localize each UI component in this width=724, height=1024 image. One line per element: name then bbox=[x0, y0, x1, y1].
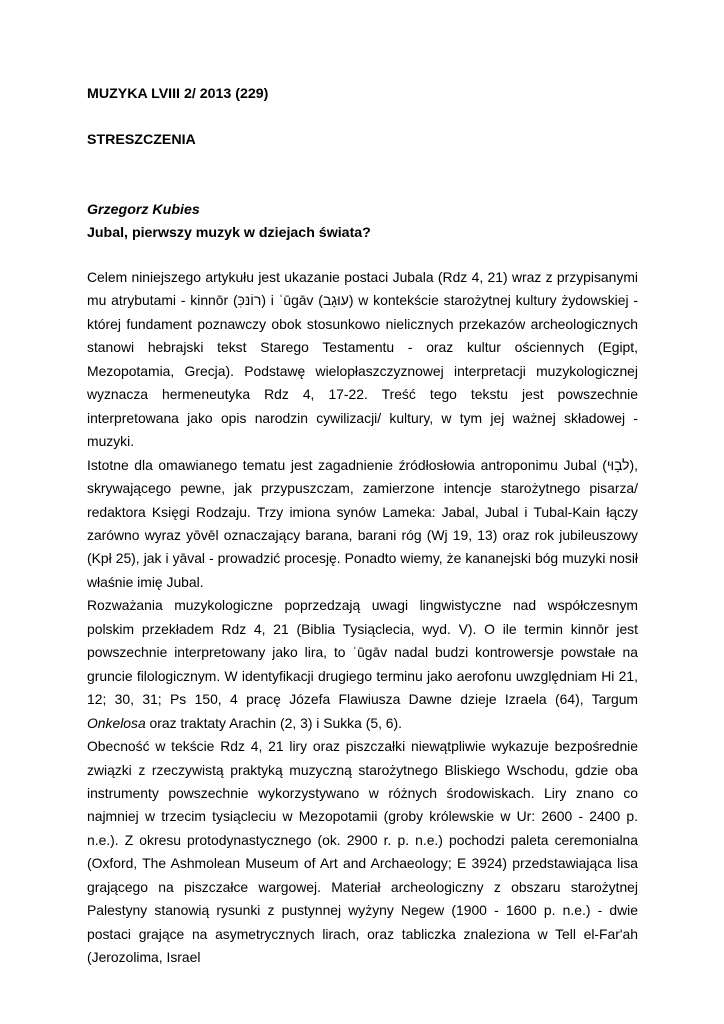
author-name: Grzegorz Kubies bbox=[87, 202, 200, 218]
section-title: STRESZCZENIA bbox=[87, 132, 196, 148]
paragraph-3 bbox=[87, 594, 638, 735]
onkelosa-italic: Onkelosa bbox=[87, 714, 146, 731]
article-title: Jubal, pierwszy muzyk w dziejach świata? bbox=[87, 225, 371, 241]
paragraph-4: Obecność w tekście Rdz 4, 21 liry oraz piszczałki niewątpliwie wykazuje bezpośrednie związki z rzeczywistą praktyką muzyczną starożytnego Bliskiego Wschodu, gdzie oba instrumenty powszechnie wykorzystywano w różnych środowiskach. Liry znano co najmniej w trzecim tysiącleciu w Mezopotamii (groby królewskie w Ur: 2600 - 2400 p. n.e.). Z okresu protodynastycznego (ok. 2900 r. p. n.e.) pochodzi paleta ceremonialna (Oxford, The Ashmolean Museum of Art and Archaeology; E 3924) przedstawiająca lisa grającego na piszczałce wargowej. Materiał archeologiczny z obszaru starożytnej Palestyny stanowią rysunki z pustynnej wyżyny Negew (1900 - 1600 p. n.e.) - dwie postaci grające na asymetrycznych lirach, oraz tabliczka znaleziona w Tell el-Far'ah (Jerozolima, Israel bbox=[87, 738, 638, 966]
abstract-body bbox=[87, 266, 638, 970]
journal-header: MUZYKA LVIII 2/ 2013 (229) bbox=[87, 86, 269, 102]
paragraph-1: Celem niniejszego artykułu jest ukazanie postaci Jubala (Rdz 4, 21) wraz z przypisanymi mu atrybutami - kinnōr (רוֹנּכִּ) i ʿūgāv (עוּגָב) w kontekście starożytnej kultury żydowskiej - której fundament poznawczy obok stosunkowo nielicznych przekazów archeologicznych stanowi hebrajski tekst Starego Testamentu - oraz kultur ościennych (Egipt, Mezopotamia, Grecja). Podstawę wielopłaszczyznowej interpretacji muzykologicznej wyznacza hermeneutyka Rdz 4, 17-22. Treść tego tekstu jest powszechnie interpretowana jako opis narodzin cywilizacji/ kultury, w tym jej ważnej składowej - muzyki. bbox=[87, 269, 639, 450]
paragraph-3-text-b: oraz traktaty Arachin (2, 3) i Sukka (5, 6). bbox=[145, 714, 402, 731]
paragraph-2: Istotne dla omawianego tematu jest zagadnienie źródłosłowia antroponimu Jubal (לבָוּי), skrywającego pewne, jak przypuszczam, zamierzone intencje starożytnego pisarza/ redaktora Księgi Rodzaju. Trzy imiona synów Lameka: Jabal, Jubal i Tubal-Kain łączy zarówno wyraz yōvēl oznaczający barana, barani róg (Wj 19, 13) oraz rok jubileuszowy (Kpł 25), jak i yāval - prowadzić procesję. Ponadto wiemy, że kananejski bóg muzyki nosił właśnie imię Jubal. bbox=[87, 456, 638, 590]
paragraph-3-text-a: Rozważania muzykologiczne poprzedzają uwagi lingwistyczne nad współczesnym polskim przekładem Rdz 4, 21 (Biblia Tysiąclecia, wyd. V). O ile termin kinnōr jest powszechnie interpretowany jako lira, to ʿūgāv nadal budzi kontrowersje powstałe na gruncie filologicznym. W identyfikacji drugiego terminu jako aerofonu uwzględniam Hi 21, 12; 30, 31; Ps 150, 4 pracę Józefa Flawiusza Dawne dzieje Izraela (64), Targum bbox=[87, 597, 638, 708]
